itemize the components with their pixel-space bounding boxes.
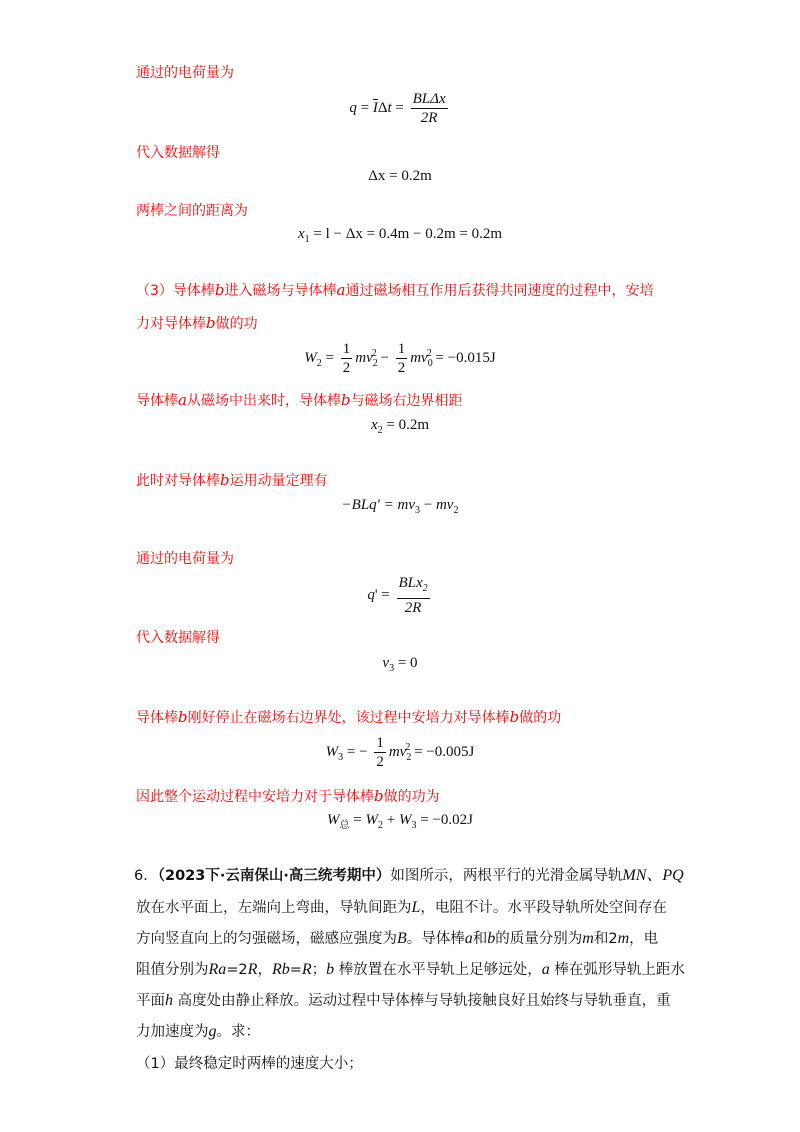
text-exit: 导体棒a从磁场中出来时，导体棒b与磁场右边界相距 bbox=[136, 391, 463, 409]
equation-work-w2: $W_2$ = $\frac{1}{2}$ $mv_2^2$ − $\frac{1}{2}$ $mv_0^2 = -0.015J$ bbox=[304, 341, 496, 376]
equation-x2: $x_2 = 0.2m$ bbox=[370, 417, 430, 436]
text-substitute-1: 代入数据解得 bbox=[136, 145, 220, 161]
eq4-result: = −0.015J bbox=[435, 349, 496, 366]
text-stop: 导体棒b刚好停止在磁场右边界处，该过程中安培力对导体棒b做的功 bbox=[136, 708, 562, 726]
equation-v3: $v_3 = 0$ bbox=[382, 655, 418, 674]
equation-distance: $x_1 = l - \Delta x = 0.4m - 0.2m = 0.2m$ bbox=[297, 226, 503, 245]
equation-momentum: $-BLq' = mv_3 - mv_2$ bbox=[341, 497, 459, 516]
text-distance-label: 两棒之间的距离为 bbox=[136, 203, 248, 219]
text-part3-line2: 力对导体棒b做的功 bbox=[136, 314, 258, 332]
text-substitute-2: 代入数据解得 bbox=[136, 630, 220, 646]
equation-work-w3: $W_3$ = − $\frac{1}{2}$ $mv_2^2 = -0.005J$ bbox=[325, 735, 475, 770]
problem-6-question-1: （1）最终稳定时两棒的速度大小； bbox=[136, 1056, 363, 1072]
text-charge-label-1: 通过的电荷量为 bbox=[136, 65, 234, 81]
problem-6-line3: 方向竖直向上的匀强磁场，磁感应强度为B。导体棒a和b的质量分别为m和2m，电 bbox=[136, 930, 659, 947]
text-charge-label-2: 通过的电荷量为 bbox=[136, 551, 234, 567]
eq1-numerator: BLΔx bbox=[412, 91, 446, 107]
equation-charge-2: q' = $\frac{BLx_2}{2R}$ bbox=[367, 575, 428, 616]
text-momentum: 此时对导体棒b运用动量定理有 bbox=[136, 471, 328, 489]
problem-6-line5: 平面h 高度处由静止释放。运动过程中导体棒与导轨接触良好且始终与导轨垂直，重 bbox=[136, 992, 671, 1009]
equation-delta-x: Δx = 0.2m bbox=[368, 168, 432, 184]
problem-6-line4: 阻值分别为Ra=2R，Rb=R；b 棒放置在水平导轨上足够远处，a 棒在弧形导轨上距水 bbox=[136, 961, 685, 978]
problem-6-line1: 6．（2023下·云南保山·高三统考期中）如图所示，两根平行的光滑金属导轨MN、PQ bbox=[134, 867, 684, 884]
text-part3-line1: （3）导体棒b进入磁场与导体棒a通过磁场相互作用后获得共同速度的过程中，安培 bbox=[136, 281, 654, 299]
eq3-rhs: = l − Δx = 0.4m − 0.2m = 0.2m bbox=[313, 226, 503, 242]
equation-work-total: $W_总 = W_2 + W_3 = -0.02J$ bbox=[327, 812, 473, 831]
equation-charge-1: $q = \overline{I}\Delta t$ = $\frac{\text{BLΔx}}{2R}$ bbox=[349, 91, 446, 126]
problem-6-line2: 放在水平面上，左端向上弯曲，导轨间距为L，电阻不计。水平段导轨所处空间存在 bbox=[136, 899, 667, 916]
eq1-denominator: 2R bbox=[420, 110, 438, 126]
text-total: 因此整个运动过程中安培力对于导体棒b做的功为 bbox=[136, 787, 440, 805]
problem-6-line6: 力加速度为g。求： bbox=[136, 1023, 260, 1040]
